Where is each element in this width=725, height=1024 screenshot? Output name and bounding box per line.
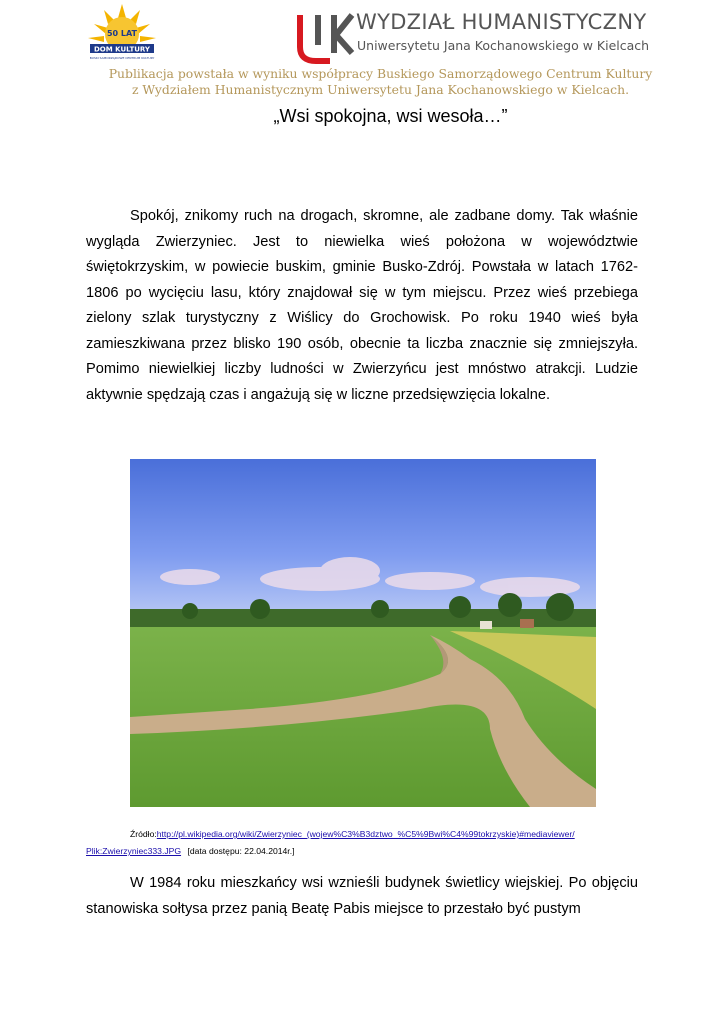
faculty-subtitle: Uniwersytetu Jana Kochanowskiego w Kielcach [357,38,650,53]
caption-source-link[interactable]: http://pl.wikipedia.org/wiki/Zwierzyniec_(wojew%C3%B3dztwo_%C5%9Bwi%C4%99tokrzyskie)#mediaviewer/ [156,829,575,839]
caption-access-date: [data dostępu: 22.04.2014r.] [187,846,295,856]
caption-source-label: Źródło: [130,829,157,839]
faculty-title: WYDZIAŁ HUMANISTYCZNY [356,10,647,34]
photo-caption [86,826,646,860]
article-paragraph-1: Spokój, znikomy ruch na drogach, skromne, ale zadbane domy. Tak właśnie wygląda Zwierzyniec. Jest to niewielka wieś położona w województwie świętokrzyskim, w powiecie buskim, gminie Busko-Zdrój. Powstała w latach 1762-1806 po wycięciu lasu, który znajdował się w tym miejscu. Przez wieś przebiega zielony szlak turystyczny z Wiślicy do Grochowisk. Po roku 1940 wieś była zamieszkiwana przez blisko 190 osób, obecnie ta liczba znacznie się zmniejszyła. Pomimo niewielkiej liczby ludności w Zwierzyńcu jest mnóstwo atrakcji. Ludzie aktywnie spędzają czas i angażują się w liczne przedsięwzięcia lokalne. [86,208,638,403]
landscape-photo [130,459,596,807]
dom-kultury-logo [86,4,158,62]
article-title: „Wsi spokojna, wsi wesoła…” [273,106,508,126]
publication-note-line1: Publikacja powstała w wyniku współpracy Buskiego Samorządowego Centrum Kultury [108,66,653,81]
logo-bsck: BUSKI SAMORZĄDOWE CENTRUM KULTURY [89,56,155,60]
logo-dom-kultury: DOM KULTURY [94,45,150,54]
publication-note-line2: z Wydziałem Humanistycznym Uniwersytetu Jana Kochanowskiego w Kielcach. [131,82,630,97]
article-paragraph-2: W 1984 roku mieszkańcy wsi wznieśli budynek świetlicy wiejskiej. Po objęciu stanowiska sołtysa przez panią Beatę Pabis miejsce to przestało być pustym [86,875,638,917]
caption-file-link[interactable]: Plik:Zwierzyniec333.JPG [86,846,182,856]
logo-50-lat: 50 LAT [106,29,138,38]
